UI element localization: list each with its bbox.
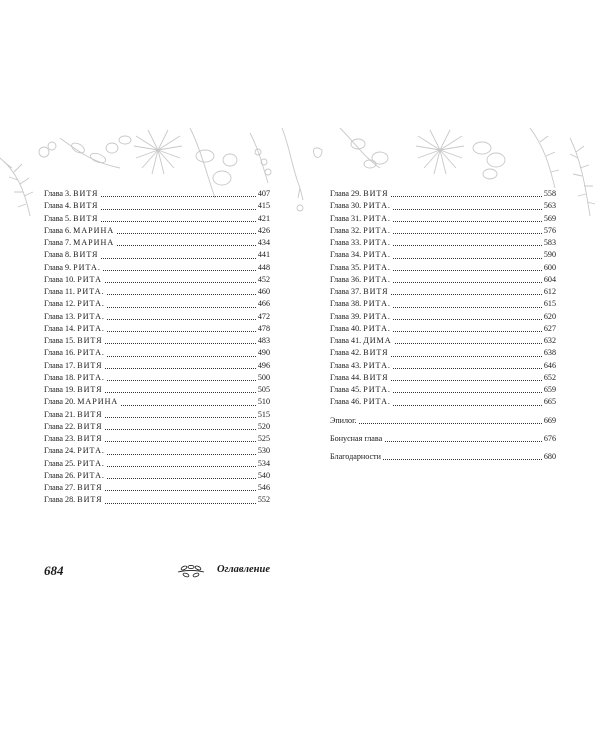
toc-entry-label: [330, 397, 393, 406]
page-ref: 576: [542, 225, 556, 237]
chapter-name: ВИТЯ: [363, 372, 389, 382]
toc-entry-label: [44, 471, 107, 480]
page-ref: 530: [256, 445, 270, 457]
page-ref: 505: [256, 384, 270, 396]
toc-entry: [44, 311, 270, 323]
chapter-number: Глава 24.: [44, 446, 76, 456]
toc-entry-label: [44, 410, 104, 419]
page-ref: 460: [256, 286, 270, 298]
chapter-number: Глава 45.: [330, 385, 362, 394]
chapter-name: МАРИНА: [77, 397, 119, 407]
toc-entry-label: [44, 238, 116, 247]
toc-entry-label: [330, 434, 384, 443]
chapter-number: Глава 26.: [44, 470, 76, 480]
toc-entry: [44, 237, 270, 249]
page-ref: 669: [542, 415, 556, 427]
page-ref: 500: [256, 372, 270, 384]
toc-entry-label: [44, 361, 104, 370]
chapter-name: ВИТЯ: [77, 495, 103, 505]
section-title: Оглавление: [216, 564, 270, 575]
dot-leader: [330, 423, 556, 424]
page-ref: 466: [256, 298, 270, 310]
toc-entry: [44, 445, 270, 457]
toc-entry-label: [330, 250, 393, 259]
page-ref: 665: [542, 396, 556, 408]
page-ref: 496: [256, 360, 270, 372]
chapter-name: РИТА.: [77, 311, 105, 321]
toc-entry: [330, 311, 556, 323]
toc-entry: [44, 213, 270, 225]
toc-entry: [330, 225, 556, 237]
chapter-number: Глава 11.: [44, 287, 75, 296]
chapter-number: Глава 25.: [44, 458, 76, 468]
chapter-name: РИТА.: [77, 372, 105, 382]
chapter-number: Глава 8.: [44, 250, 72, 260]
chapter-name: РИТА.: [73, 262, 101, 272]
page-ref: 583: [542, 237, 556, 249]
page-ref: 659: [542, 384, 556, 396]
toc-entry-label: [330, 263, 393, 272]
toc-entry-label: [44, 397, 120, 406]
page-ref: 600: [542, 262, 556, 274]
chapter-number: Глава 37.: [330, 287, 362, 296]
toc-entry: [44, 384, 270, 396]
page-ref: 407: [256, 188, 270, 200]
toc-entry-label: [44, 214, 100, 223]
chapter-name: ДИМА: [363, 336, 392, 345]
chapter-name: РИТА.: [363, 397, 391, 407]
toc-entry-label: [330, 312, 393, 321]
toc-entry-label: [330, 238, 393, 247]
page-ref: 483: [256, 335, 270, 347]
chapter-number: Глава 3.: [44, 189, 72, 198]
toc-entry-label: [44, 189, 100, 198]
toc-entry-label: [44, 312, 107, 321]
chapter-name: РИТА.: [77, 323, 105, 333]
chapter-name: РИТА.: [77, 299, 105, 309]
chapter-number: Глава 46.: [330, 397, 362, 407]
page-ref: 415: [256, 200, 270, 212]
toc-entry-label: [44, 446, 107, 455]
page-ref: 540: [256, 470, 270, 482]
page-ref: 515: [256, 409, 270, 421]
chapter-number: Глава 44.: [330, 372, 362, 382]
page-footer: [44, 563, 270, 581]
chapter-name: ВИТЯ: [73, 250, 99, 260]
toc-entry: [330, 347, 556, 359]
chapter-name: РИТА: [77, 274, 102, 284]
toc-entry: [330, 188, 556, 200]
toc-entry: [44, 494, 270, 506]
toc-entry: [330, 200, 556, 212]
toc-entry-label: [44, 459, 107, 468]
page-ref: 546: [256, 482, 270, 494]
chapter-number: Глава 28.: [44, 495, 76, 505]
chapter-name: РИТА.: [363, 311, 391, 321]
toc-entry-label: [44, 385, 104, 394]
chapter-number: Глава 15.: [44, 336, 76, 345]
toc-entry-label: [44, 348, 107, 357]
page-ref: 434: [256, 237, 270, 249]
chapter-number: Глава 7.: [44, 238, 72, 247]
chapter-number: Глава 6.: [44, 225, 72, 235]
toc-entry-label: [44, 287, 107, 296]
toc-entry: [330, 372, 556, 384]
chapter-number: Глава 32.: [330, 225, 362, 235]
toc-entry-label: [44, 324, 107, 333]
chapter-name: РИТА.: [363, 385, 391, 394]
chapter-number: Глава 21.: [44, 409, 76, 419]
toc-entry: [330, 323, 556, 335]
page-ref: 534: [256, 458, 270, 470]
toc-entry: [330, 249, 556, 261]
chapter-name: ВИТЯ: [363, 287, 389, 296]
toc-entry: [44, 372, 270, 384]
chapter-number: Глава 4.: [44, 201, 72, 211]
page-ref: 612: [542, 286, 556, 298]
toc-entry-label: [44, 495, 104, 504]
chapter-name: ВИТЯ: [77, 336, 103, 345]
toc-entry-label: [330, 299, 393, 308]
chapter-number: Глава 16.: [44, 348, 76, 358]
toc-entry: [44, 421, 270, 433]
toc-entry: [44, 274, 270, 286]
chapter-number: Глава 13.: [44, 311, 76, 321]
chapter-number: Глава 31.: [330, 213, 362, 223]
chapter-number: Глава 10.: [44, 274, 76, 284]
toc-entry-label: [330, 348, 390, 357]
chapter-number: Глава 42.: [330, 348, 362, 358]
chapter-name: ВИТЯ: [73, 201, 99, 211]
toc-entry-label: [44, 201, 100, 210]
chapter-name: РИТА.: [363, 225, 391, 235]
toc-entry: [330, 298, 556, 310]
chapter-number: Глава 17.: [44, 360, 76, 370]
chapter-name: ВИТЯ: [77, 360, 103, 370]
page-ref: 510: [256, 396, 270, 408]
toc-entry-label: [44, 483, 104, 492]
page-ref: 441: [256, 249, 270, 261]
page-ref: 525: [256, 433, 270, 445]
chapter-name: РИТА.: [363, 323, 391, 333]
toc-entry-label: [330, 226, 393, 235]
chapter-number: Глава 27.: [44, 483, 76, 492]
page-ref: 558: [542, 188, 556, 200]
toc-entry-label: [44, 226, 116, 235]
page-ref: 569: [542, 213, 556, 225]
toc-entry: [44, 188, 270, 200]
toc-entry: [330, 335, 556, 347]
chapter-number: Глава 5.: [44, 213, 72, 223]
toc-entry: [44, 470, 270, 482]
toc-entry: [330, 286, 556, 298]
page-ref: 563: [542, 200, 556, 212]
chapter-name: ВИТЯ: [77, 421, 103, 431]
chapter-name: РИТА.: [363, 250, 391, 260]
toc-entry-label: [44, 250, 100, 259]
chapter-number: Глава 39.: [330, 311, 362, 321]
toc-entry: [44, 200, 270, 212]
toc-entry: [44, 298, 270, 310]
chapter-number: Глава 34.: [330, 250, 362, 260]
page-ref: 478: [256, 323, 270, 335]
toc-entry: [330, 360, 556, 372]
chapter-number: Глава 33.: [330, 238, 362, 247]
chapter-name: РИТА.: [363, 201, 391, 211]
toc-entry: [330, 237, 556, 249]
chapter-name: ВИТЯ: [363, 189, 389, 198]
toc-entry-label: [330, 361, 393, 370]
chapter-name: ВИТЯ: [77, 434, 103, 443]
toc-entry: [44, 347, 270, 359]
toc-entry: [44, 286, 270, 298]
toc-entry-label: [44, 422, 104, 431]
toc-entry-label: [330, 189, 390, 198]
toc-entry-label: [330, 452, 383, 461]
page-ref: 490: [256, 347, 270, 359]
chapter-number: Глава 41.: [330, 336, 362, 345]
toc-entry-label: [44, 434, 104, 443]
chapter-name: ВИТЯ: [77, 483, 103, 492]
chapter-number: Глава 40.: [330, 323, 362, 333]
toc-entry-label: [330, 275, 393, 284]
page-ref: 590: [542, 249, 556, 261]
page-ref: 426: [256, 225, 270, 237]
toc-entry-label: [330, 324, 393, 333]
toc-entry-label: [330, 373, 390, 382]
toc-entry: [44, 323, 270, 335]
page-ref: 646: [542, 360, 556, 372]
toc-entry: [44, 409, 270, 421]
toc-entry-label: [330, 416, 359, 425]
chapter-name: РИТА.: [77, 446, 105, 456]
chapter-number: Глава 23.: [44, 434, 76, 443]
chapter-name: РИТА.: [77, 458, 105, 468]
toc-entry: [44, 225, 270, 237]
chapter-number: Глава 9.: [44, 262, 72, 272]
toc-entry-label: [330, 287, 390, 296]
chapter-name: МАРИНА: [73, 238, 115, 247]
toc-right-column: [330, 188, 556, 463]
chapter-name: ВИТЯ: [363, 348, 389, 358]
chapter-name: РИТА.: [363, 262, 391, 272]
chapter-name: РИТА.: [363, 299, 391, 309]
page-ref: 620: [542, 311, 556, 323]
chapter-name: ВИТЯ: [77, 409, 103, 419]
page-ref: 627: [542, 323, 556, 335]
chapter-number: Глава 36.: [330, 274, 362, 284]
toc-entry: [44, 396, 270, 408]
toc-entry-label: [330, 336, 394, 345]
toc-entry: [330, 213, 556, 225]
toc-entry: [44, 433, 270, 445]
toc-entry: [330, 415, 556, 427]
toc-entry: [44, 360, 270, 372]
page-ref: 604: [542, 274, 556, 286]
chapter-name: РИТА.: [363, 360, 391, 370]
toc-entry-label: [330, 201, 393, 210]
toc-entry-label: [44, 299, 107, 308]
chapter-name: ВИТЯ: [73, 213, 99, 223]
chapter-number: Глава 22.: [44, 421, 76, 431]
page-ref: 552: [256, 494, 270, 506]
toc-entry-label: [44, 336, 104, 345]
toc-entry-label: [330, 214, 393, 223]
floral-ornament-icon: [176, 564, 206, 578]
chapter-name: ВИТЯ: [73, 189, 99, 198]
toc-entry-label: [330, 385, 393, 394]
chapter-number: Эпилог.: [330, 415, 357, 425]
chapter-number: Глава 20.: [44, 397, 76, 407]
page-ref: 680: [542, 451, 556, 463]
page-number: 684: [44, 563, 64, 578]
chapter-number: Глава 38.: [330, 299, 362, 309]
chapter-name: РИТА.: [363, 274, 391, 284]
chapter-number: Глава 18.: [44, 372, 76, 382]
toc-left-column: [44, 188, 270, 507]
chapter-number: Глава 14.: [44, 323, 76, 333]
toc-entry-label: [44, 373, 107, 382]
toc-entry: [330, 396, 556, 408]
toc-entry: [330, 451, 556, 463]
page-ref: 676: [542, 433, 556, 445]
toc-entry-label: [44, 275, 104, 284]
chapter-number: Глава 19.: [44, 385, 76, 394]
chapter-name: РИТА.: [77, 470, 105, 480]
chapter-name: РИТА.: [77, 348, 105, 358]
page-ref: 652: [542, 372, 556, 384]
chapter-number: Благодарности: [330, 452, 381, 461]
toc-entry: [330, 384, 556, 396]
chapter-number: Глава 43.: [330, 360, 362, 370]
page-ref: 421: [256, 213, 270, 225]
toc-entry: [44, 482, 270, 494]
page-ref: 448: [256, 262, 270, 274]
page-ref: 472: [256, 311, 270, 323]
chapter-number: Глава 30.: [330, 201, 362, 211]
toc-entry: [44, 458, 270, 470]
toc-entry: [44, 249, 270, 261]
chapter-name: МАРИНА: [73, 225, 115, 235]
page-ref: 615: [542, 298, 556, 310]
toc-entry: [330, 274, 556, 286]
toc-entry: [330, 433, 556, 445]
chapter-number: Глава 29.: [330, 189, 362, 198]
chapter-number: Глава 12.: [44, 299, 76, 309]
page-ref: 520: [256, 421, 270, 433]
page-ref: 452: [256, 274, 270, 286]
chapter-name: РИТА.: [363, 238, 391, 247]
toc-entry: [44, 335, 270, 347]
chapter-number: Бонусная глава: [330, 433, 383, 443]
toc-entry: [44, 262, 270, 274]
toc-entry: [330, 262, 556, 274]
chapter-name: ВИТЯ: [77, 385, 103, 394]
chapter-number: Глава 35.: [330, 262, 362, 272]
chapter-name: РИТА.: [76, 287, 105, 296]
toc-entry-label: [44, 263, 103, 272]
page-ref: 632: [542, 335, 556, 347]
chapter-name: РИТА.: [363, 213, 391, 223]
page-ref: 638: [542, 347, 556, 359]
